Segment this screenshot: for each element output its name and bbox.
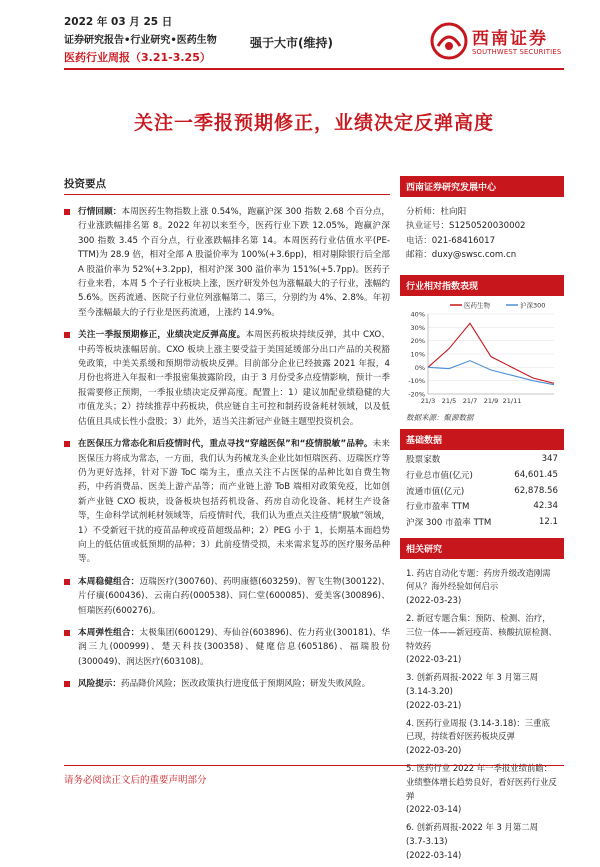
report-type: 证券研究报告•行业研究•医药生物 bbox=[64, 35, 217, 46]
y-tick-label: -20% bbox=[408, 390, 425, 399]
list-item[interactable] bbox=[406, 567, 558, 608]
related-title[interactable]: 3. 创新药周报-2022 年 3 月第三周 (3.14-3.20) bbox=[406, 672, 539, 696]
rating: 强于大市(维持) bbox=[250, 36, 333, 50]
summary-list bbox=[64, 205, 390, 692]
legend-label: 沪深300 bbox=[520, 301, 546, 310]
table-row bbox=[400, 467, 564, 483]
bullet-lead: 在医保压力常态化和后疫情时代，重点寻找“穿越医保”和“疫情脱敏”品种。 bbox=[78, 439, 373, 450]
related-date: (2022-03-21) bbox=[406, 699, 462, 710]
related-title[interactable]: 1. 药店自动化专题：药房升级改造刚需何从？海外经验如何启示 bbox=[406, 567, 551, 592]
y-tick-label: 10% bbox=[410, 350, 425, 359]
legend-label: 医药生物 bbox=[464, 301, 490, 310]
related-date: (2022-03-21) bbox=[406, 654, 462, 665]
license-label: 执业证号： bbox=[406, 221, 449, 232]
bullet-lead: 行情回顾： bbox=[78, 207, 122, 217]
bullet-text: 药品降价风险；医改政策执行进度低于预期风险；研发失败风险。 bbox=[120, 679, 371, 690]
bullet-text: 本周医药板块持续反弹，其中 CXO、中药等板块涨幅居前。CXO 板块上涨主要受益于美国延缓部分出口产品的关税豁免政策，中美关系缓和预期带动板块反弹。目前部分企业已经披露 2021 年报，4 月份也将进入年报和一季报密集披露阶段，由于 3 月份受多点疫情影响，预计一季报需要修正预期，一季报业绩决定反弹高度。配置上：1）建议加配业绩稳健的大市值龙头；2）持续推荐中药板块，供应链自主可控和制药设备耗材领域，以及低估值且具成长性小盘股；3）此外，适当关注新冠产业链主题型投资机会。 bbox=[78, 330, 390, 427]
y-tick-label: 40% bbox=[410, 310, 425, 319]
table-row bbox=[400, 498, 564, 514]
logo-icon bbox=[430, 22, 468, 60]
bullet-text: 本周医药生物指数上涨 0.54%，跑赢沪深 300 指数 2.68 个百分点，行业涨跌幅排名第 8。2022 年初以来至今，医药行业下跌 12.05%，跑赢沪深 300 指数 3.45 个百分点，行业涨跌幅排名第 14。本周医药行业估值水平(PE-TTM)为 28.9 倍，相对全部 A 股溢价率为 100%(+3.6pp)，相对剔除银行后全部 A 股溢价率为 52%(+3.2pp)，相对沪深 300 溢价率为 151%(+5.7pp)。医药子行业来看，本周 5 个子行业板块上涨，医疗研发外包为涨幅最大的子行业，涨幅约 5.6%。医药流通、医院子行业位列涨幅第二、第三，分别约为 4%、2.8%。年初至今涨幅最大的子行业是医药流通，上涨约 14.9%。 bbox=[78, 207, 390, 318]
analyst-box-heading: 西南证券研究发展中心 bbox=[400, 176, 564, 197]
related-title[interactable]: 2. 新冠专题合集：预防、检测、治疗，三位一体——新冠疫苗、核酸抗原检测、特效药 bbox=[406, 612, 557, 651]
y-tick-label: 30% bbox=[410, 323, 425, 332]
phone-number: 021-68416017 bbox=[431, 235, 496, 246]
x-tick-label: 21/3 bbox=[420, 396, 436, 405]
x-tick-label: 21/11 bbox=[502, 396, 522, 405]
report-date: 2022 年 03 月 25 日 bbox=[64, 16, 173, 28]
row-value: 42.34 bbox=[533, 501, 558, 512]
table-row bbox=[400, 514, 564, 530]
bullet-text: 迈瑞医疗(300760)、药明康德(603259)、智飞生物(300122)、片仔癀(600436)、云南白药(000538)、同仁堂(600085)、爱美客(300896)、恒瑞医药(600276)。 bbox=[78, 576, 390, 616]
bullet-text: 太极集团(600129)、寿仙谷(603896)、佐力药业(300181)、华润三九(000999)、楚天科技(300358)、健麾信息(605186)、福瑞股份(300049)、润达医疗(603108)。 bbox=[78, 627, 390, 667]
row-value: 12.1 bbox=[538, 516, 558, 527]
list-item[interactable] bbox=[406, 821, 558, 862]
related-date: (2022-03-14) bbox=[406, 804, 462, 815]
related-date: (2022-03-23) bbox=[406, 595, 462, 606]
summary-item-risk bbox=[64, 677, 390, 691]
table-row bbox=[400, 452, 564, 468]
list-item[interactable] bbox=[406, 612, 558, 667]
x-tick-label: 21/7 bbox=[462, 396, 478, 405]
row-label: 流通市值(亿元) bbox=[406, 486, 465, 497]
summary-item-q1-outlook bbox=[64, 328, 390, 429]
analyst-info bbox=[400, 197, 564, 269]
related-date: (2022-03-14) bbox=[406, 849, 462, 860]
x-tick-label: 21/9 bbox=[483, 396, 499, 405]
report-name: 医药行业周报（3.21-3.25） bbox=[64, 51, 211, 64]
summary-item-market-review bbox=[64, 205, 390, 320]
analyst-name: 杜向阳 bbox=[440, 207, 467, 217]
related-title[interactable]: 5. 医药行业 2022 年一季报业绩前瞻：业绩整体增长趋势良好，看好医药行业反弹 bbox=[406, 762, 557, 801]
related-list bbox=[400, 559, 564, 863]
related-title[interactable]: 6. 创新药周报-2022 年 3 月第二周 (3.7-3.13) bbox=[406, 822, 539, 846]
x-tick-label: 21/5 bbox=[441, 396, 457, 405]
phone-label: 电话： bbox=[406, 235, 432, 246]
row-value: 62,878.56 bbox=[514, 485, 558, 496]
logo-name-cn: 西南证券 bbox=[472, 29, 548, 49]
row-label: 行业市盈率 TTM bbox=[406, 502, 470, 513]
sidebar bbox=[400, 176, 564, 867]
row-label: 股票家数 bbox=[406, 455, 441, 466]
row-label: 行业总市值(亿元) bbox=[406, 471, 473, 482]
analyst-label: 分析师： bbox=[406, 207, 441, 217]
row-label: 沪深 300 市盈率 TTM bbox=[406, 517, 492, 528]
logo-name-en: SOUTHWEST SECURITIES bbox=[472, 48, 562, 56]
basic-data-table bbox=[400, 452, 564, 530]
related-date: (2022-03-20) bbox=[406, 745, 462, 756]
summary-item-stable-portfolio bbox=[64, 575, 390, 618]
chart-source: 数据来源：聚源数据 bbox=[406, 412, 474, 422]
chart-box bbox=[400, 275, 564, 429]
header-divider bbox=[64, 68, 564, 70]
summary-item-strategy bbox=[64, 437, 390, 567]
bullet-lead: 本周弹性组合： bbox=[78, 627, 140, 638]
relative-index-chart bbox=[400, 296, 564, 410]
list-item[interactable] bbox=[406, 717, 558, 758]
email-label: 邮箱： bbox=[406, 250, 432, 261]
bullet-lead: 风险提示： bbox=[78, 679, 121, 690]
basic-data-heading: 基础数据 bbox=[400, 429, 564, 450]
company-logo bbox=[430, 20, 560, 70]
y-tick-label: -10% bbox=[408, 376, 425, 385]
page-title: 关注一季报预期修正，业绩决定反弹高度 bbox=[133, 112, 494, 134]
email-address[interactable]: duxy@swsc.com.cn bbox=[431, 250, 517, 261]
bullet-lead: 本周稳健组合： bbox=[78, 576, 140, 587]
list-item[interactable] bbox=[406, 671, 558, 712]
series-line-0 bbox=[428, 323, 554, 383]
y-tick-label: 20% bbox=[410, 336, 425, 345]
series-line-1 bbox=[428, 360, 554, 384]
footer-disclaimer: 请务必阅读正文后的重要声明部分 bbox=[64, 765, 564, 786]
summary-heading: 投资要点 bbox=[64, 176, 390, 195]
summary-section bbox=[64, 176, 390, 700]
row-value: 347 bbox=[541, 454, 558, 465]
related-title[interactable]: 4. 医药行业周报 (3.14-3.18)：三重底已现，持续看好医药板块反弹 bbox=[406, 717, 550, 742]
summary-item-elastic-portfolio bbox=[64, 626, 390, 669]
chart-svg bbox=[400, 296, 564, 410]
license-number: S1250520030002 bbox=[448, 221, 526, 232]
related-heading: 相关研究 bbox=[400, 538, 564, 559]
chart-heading: 行业相对指数表现 bbox=[400, 275, 564, 296]
y-tick-label: 0% bbox=[414, 363, 425, 372]
bullet-lead: 关注一季报预期修正，业绩决定反弹高度。 bbox=[78, 330, 246, 341]
table-row bbox=[400, 483, 564, 499]
row-value: 64,601.45 bbox=[514, 470, 558, 481]
bullet-text: 未来医保压力将成为常态，一方面，我们认为药械龙头企业比如恒瑞医药、迈瑞医疗等仍为更好选择，针对下游 ToC 端为主，重点关注不占医保的品种比如自费生物药，中药消费品、医美上游产品等；而产业链上游 ToB 端相对政策免疫，比如创新产业链 CXO 板块，设备板块包括药机设备、药房自动化设备、耗材生产设备等，生命科学试剂耗材领域等，后疫情时代，我们认为重点关注疫情“脱敏”领域，1）不受新冠干扰的疫苗品种或疫苗超级品种；2）PEG 小于 1，长期基本面趋势向上的低估值或低预期的品种；3）此前疫情受损，未来需求复苏的医疗服务品种等。 bbox=[78, 439, 390, 565]
